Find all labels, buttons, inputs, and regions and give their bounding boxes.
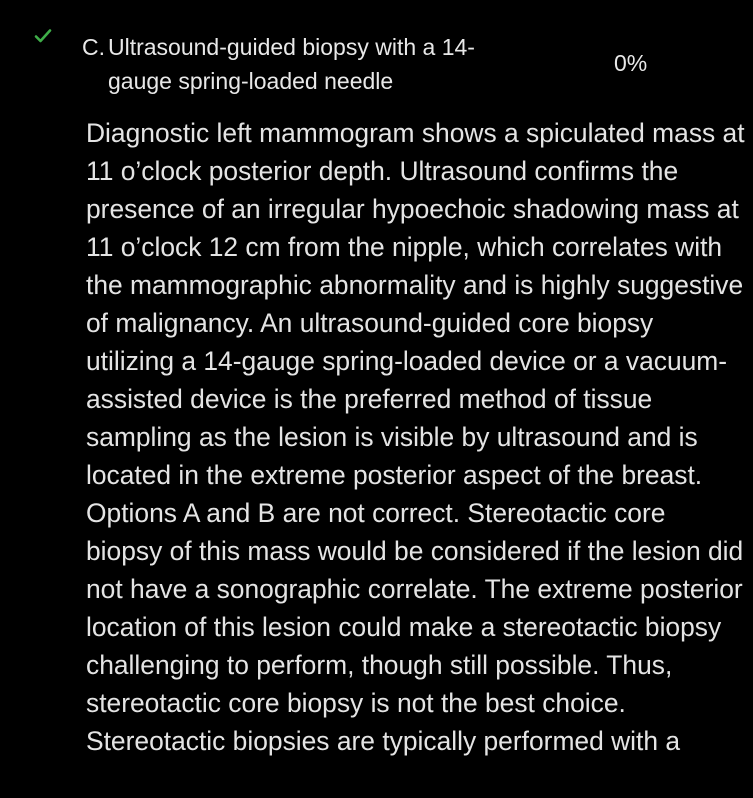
option-percent: 0% [614, 50, 648, 76]
option-text: Ultrasound-guided biopsy with a 14-gauge spring-loaded needle [108, 34, 475, 94]
option-letter: C. [82, 34, 105, 60]
explanation-text: Diagnostic left mammogram shows a spiculated mass at 11 o’clock posterior depth. Ultrasound confirms the presence of an irregular hypoechoic shadowing mass at 11 o’clock 12 cm from the nipple, which correlates with the mammographic abnormality and is highly suggestive of malignancy. An ultrasound-guided core biopsy utilizing a 14-gauge spring-loaded device or a vacuum-assisted device is the preferred method of tissue sampling as the lesion is visible by ultrasound and is located in the extreme posterior aspect of the breast. Options A and B are not correct. Stereotactic core biopsy of this mass would be considered if the lesion did not have a sonographic correlate. The extreme posterior location of this lesion could make a stereotactic biopsy challenging to perform, though still possible. Thus, stereotactic core biopsy is not the best choice. Stereotactic biopsies are typically performed with a [86, 118, 745, 756]
check-icon [34, 28, 52, 44]
answer-option-c[interactable] [82, 30, 682, 98]
